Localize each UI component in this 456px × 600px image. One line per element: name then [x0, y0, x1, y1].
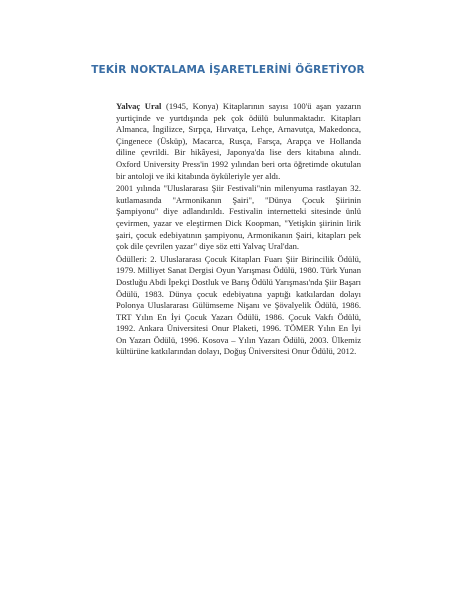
- biography-paragraph: 2001 yılında "Uluslararası Şiir Festivali"nin milenyuma rastlayan 32. kutlamasında "Armonikanın Şairi", "Dünya Çocuk Şiirinin Şampiyonu" diye adlandırıldı. Festivalin internetteki sitesinde ünlü çevirmen, yazar ve eleştirmen Dick Koopman, "Yetişkin şiirinin lirik şairi, çocuk edebiyatının şampiyonu, Armonikanın Şairi, kitapları pek çok dile çevrilen yazar" diye söz etti Yalvaç Ural'dan.: [116, 183, 361, 252]
- biography-paragraph: [116, 101, 361, 182]
- biography-paragraph-text: (1945, Konya) Kitaplarının sayısı 100'ü aşan yazarın yurtiçinde ve yurtdışında pek çok ödülü bulunmaktadır. Kitapları Almanca, İngilizce, Sırpça, Hırvatça, Lehçe, Arnavutça, Makedonca, Çingenece (Üsküp), Macarca, Rusça, Farsça, Arapça ve Hollanda diline çevrildi. Bir hikâyesi, Japonya'da lise ders kitabına alındı. Oxford University Press'in 1992 yılından beri orta öğretimde okutulan bir antoloji ve iki kitabında öyküleriyle yer aldı.: [116, 101, 361, 181]
- author-name: Yalvaç Ural: [116, 101, 162, 111]
- awards-paragraph: Ödülleri: 2. Uluslararası Çocuk Kitapları Fuarı Şiir Birincilik Ödülü, 1979. Milliyet Sanat Dergisi Oyun Yarışması Ödülü, 1980. Türk Yunan Dostluğu Abdi İpekçi Dostluk ve Barış Ödülü Yarışması'nda Şiir Başarı Ödülü, 1983. Dünya çocuk edebiyatına yaptığı katkılardan dolayı Polonya Uluslararası Gülümseme Nişanı ve Şövalyelik Ödülü, 1986. TRT Yılın En İyi Çocuk Yazarı Ödülü, 1986. Çocuk Vakfı Ödülü, 1992. Ankara Üniversitesi Onur Plaketi, 1996. TÖMER Yılın En İyi On Yazarı Ödülü, 1996. Kosova – Yılın Yazarı Ödülü, 2003. Ülkemiz kültürüne katkılarından dolayı, Doğuş Üniversitesi Onur Ödülü, 2012.: [116, 253, 361, 357]
- author-biography: [116, 101, 361, 359]
- page-title: TEKİR NOKTALAMA İŞARETLERİNİ ÖĞRETİYOR: [91, 64, 365, 76]
